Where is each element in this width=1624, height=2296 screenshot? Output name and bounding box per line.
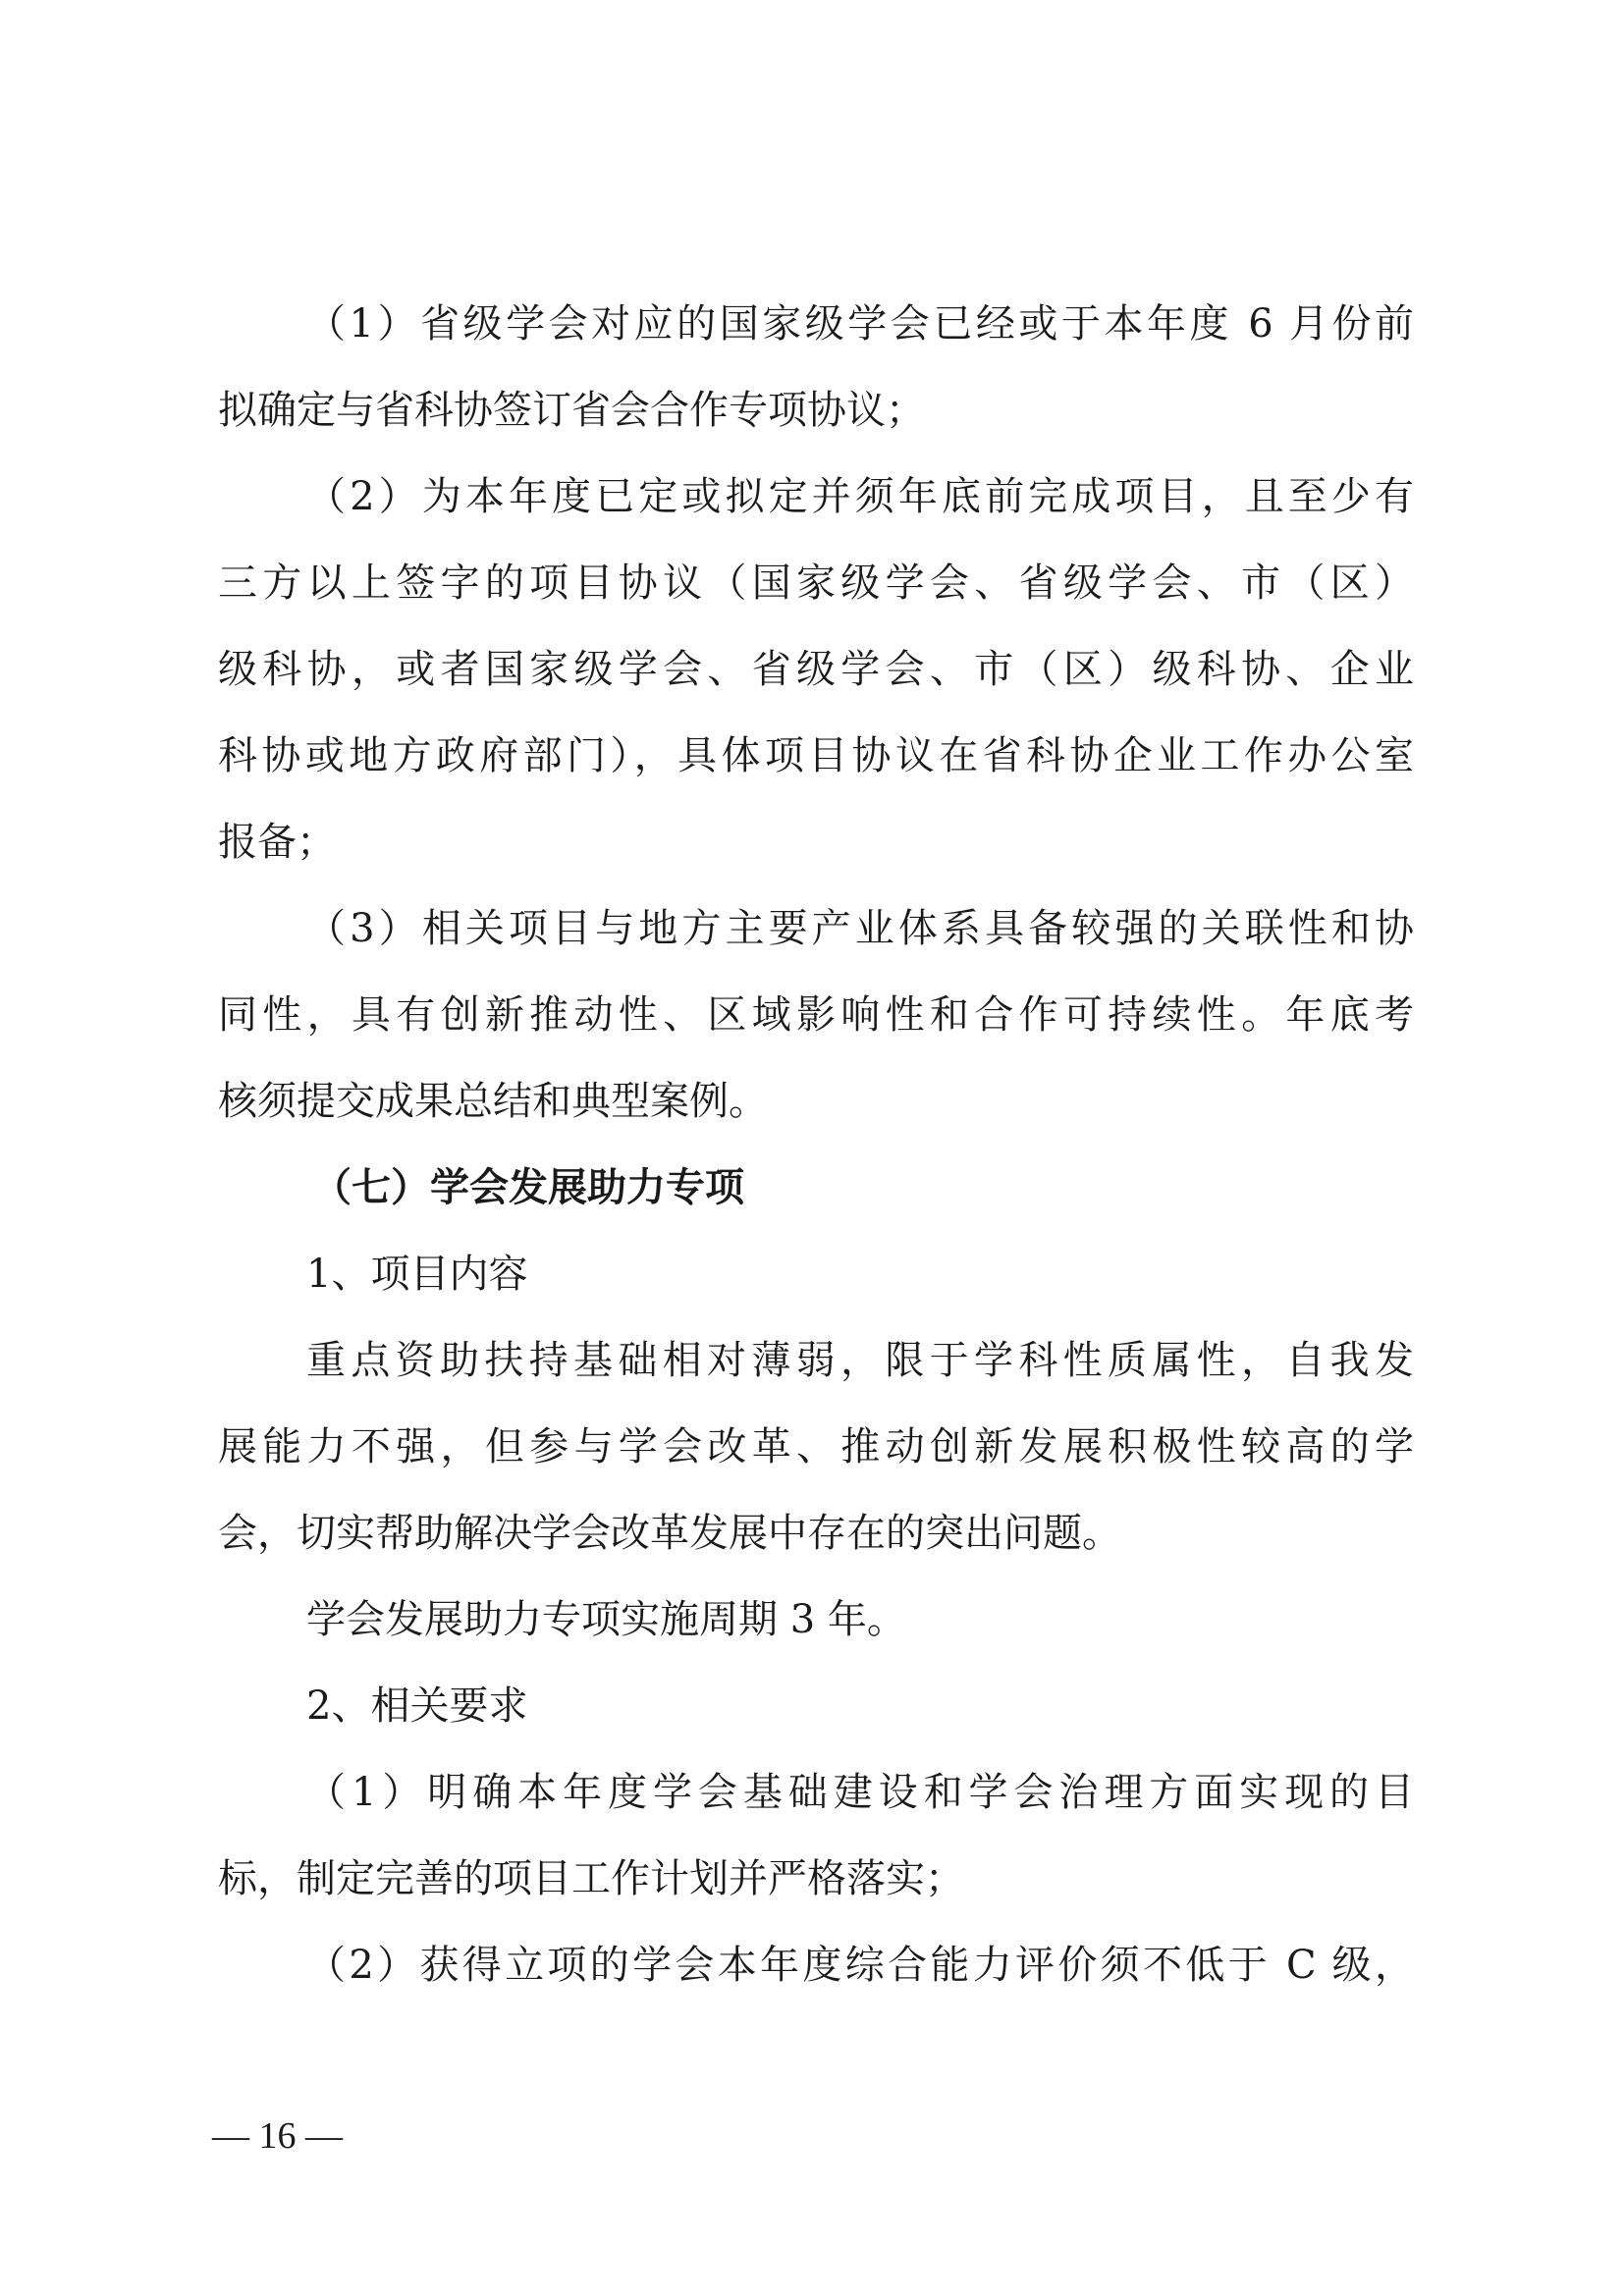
paragraph-line: 学会发展助力专项实施周期 3 年。: [306, 1597, 906, 1642]
paragraph-line: 会，切实帮助解决学会改革发展中存在的突出问题。: [218, 1511, 1121, 1556]
paragraph-line: 拟确定与省科协签订省会合作专项协议；: [218, 388, 925, 433]
paragraph-line: 同性，具有创新推动性、区域影响性和合作可持续性。年底考: [218, 992, 1414, 1038]
paragraph-line: 报备；: [218, 820, 336, 865]
section-heading: （七）学会发展助力专项: [312, 1164, 744, 1210]
paragraph-line: 三方以上签字的项目协议（国家级学会、省级学会、市（区）: [218, 561, 1414, 606]
paragraph-line: （2）获得立项的学会本年度综合能力评价须不低于 C 级，: [306, 1943, 1414, 1988]
paragraph-line: （2）为本年度已定或拟定并须年底前完成项目，且至少有: [306, 474, 1414, 519]
paragraph-line: 核须提交成果总结和典型案例。: [218, 1079, 768, 1124]
paragraph-line: 重点资助扶持基础相对薄弱，限于学科性质属性，自我发: [306, 1338, 1414, 1383]
paragraph-line: 标，制定完善的项目工作计划并严格落实；: [218, 1856, 964, 1901]
page-number: — 16 —: [212, 2115, 343, 2157]
paragraph-line: （3）相关项目与地方主要产业体系具备较强的关联性和协: [306, 906, 1414, 951]
paragraph-line: （1）明确本年度学会基础建设和学会治理方面实现的目: [306, 1770, 1414, 1815]
subsection-heading: 2、相关要求: [306, 1683, 528, 1729]
paragraph-line: （1）省级学会对应的国家级学会已经或于本年度 6 月份前: [306, 301, 1414, 347]
paragraph-line: 展能力不强，但参与学会改革、推动创新发展积极性较高的学: [218, 1424, 1414, 1469]
paragraph-line: 科协或地方政府部门），具体项目协议在省科协企业工作办公室: [218, 733, 1414, 778]
paragraph-line: 级科协，或者国家级学会、省级学会、市（区）级科协、企业: [218, 647, 1414, 692]
subsection-heading: 1、项目内容: [306, 1252, 528, 1297]
